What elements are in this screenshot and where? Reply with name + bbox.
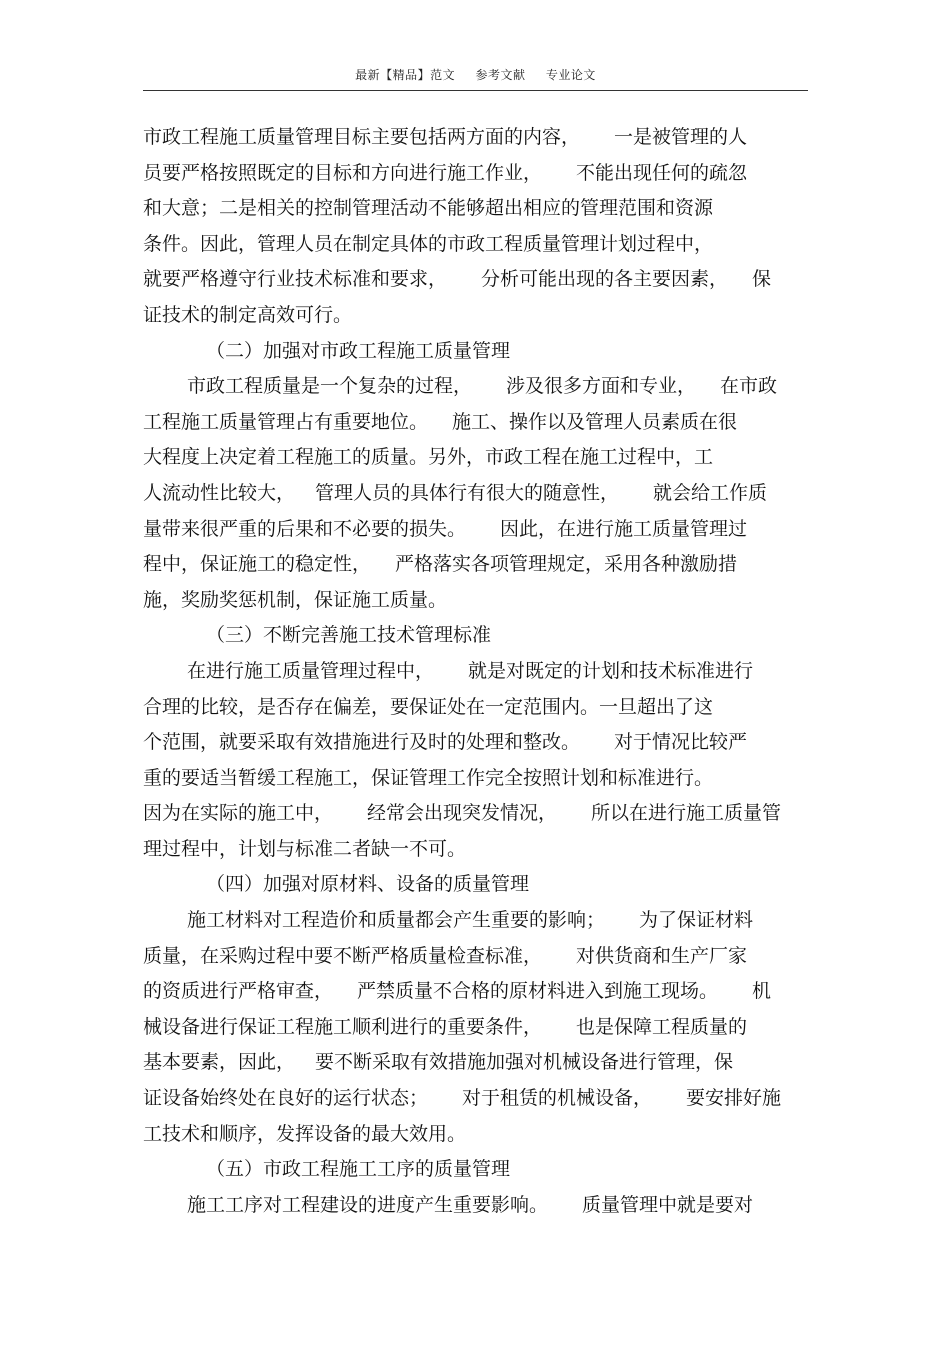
text-line: 施工材料对工程造价和质量都会产生重要的影响； 为了保证材料 — [187, 909, 754, 932]
text-line: 人流动性比较大， 管理人员的具体行有很大的随意性， 就会给工作质 — [143, 481, 768, 504]
text-line: 大程度上决定着工程施工的质量。另外，市政工程在施工过程中，工 — [143, 446, 714, 469]
header-item-fanwen: 最新【精品】范文 — [355, 68, 456, 82]
text-line: 证设备始终处在良好的运行状态； 对于租赁的机械设备， 要安排好施 — [143, 1087, 782, 1110]
text-line: 合理的比较，是否存在偏差，要保证处在一定范围内。一旦超出了这 — [143, 695, 714, 718]
text-line: 施工工序对工程建设的进度产生重要影响。 质量管理中就是要对 — [187, 1193, 754, 1216]
text-line: 械设备进行保证工程施工顺利进行的重要条件， 也是保障工程质量的 — [143, 1015, 748, 1038]
text-line: 就要严格遵守行业技术标准和要求， 分析可能出现的各主要因素， 保 — [143, 268, 772, 291]
text-line: 证技术的制定高效可行。 — [143, 303, 353, 326]
text-line: 个范围，就要采取有效措施进行及时的处理和整改。 对于情况比较严 — [143, 731, 748, 754]
page-header — [143, 66, 808, 83]
text-line: 市政工程施工质量管理目标主要包括两方面的内容， 一是被管理的人 — [143, 126, 748, 148]
text-line: 因为在实际的施工中， 经常会出现突发情况， 所以在进行施工质量管 — [143, 802, 782, 825]
text-line: 和大意；二是相关的控制管理活动不能够超出相应的管理范围和资源 — [143, 197, 714, 220]
text-line: 理过程中，计划与标准二者缺一不可。 — [143, 837, 467, 860]
text-line: 基本要素，因此， 要不断采取有效措施加强对机械设备进行管理，保 — [143, 1051, 734, 1074]
text-line: 质量，在采购过程中要不断严格质量检查标准， 对供货商和生产厂家 — [143, 944, 748, 967]
text-line: 量带来很严重的后果和不必要的损失。 因此，在进行施工质量管理过 — [143, 517, 748, 540]
text-line: 的资质进行严格审查， 严禁质量不合格的原材料进入到施工现场。 机 — [143, 980, 772, 1003]
text-line: 工技术和顺序，发挥设备的最大效用。 — [143, 1122, 467, 1145]
text-line: 员要严格按照既定的目标和方向进行施工作业， 不能出现任何的疏忽 — [143, 161, 748, 184]
text-line: 施，奖励奖惩机制，保证施工质量。 — [143, 588, 448, 611]
section-heading: （五）市政工程施工工序的质量管理 — [206, 1158, 511, 1181]
text-line: 工程施工质量管理占有重要地位。 施工、操作以及管理人员素质在很 — [143, 410, 738, 433]
header-rule — [143, 90, 808, 91]
text-line: 市政工程质量是一个复杂的过程， 涉及很多方面和专业， 在市政 — [187, 375, 778, 398]
document-body — [143, 120, 808, 1223]
section-heading: （四）加强对原材料、设备的质量管理 — [206, 873, 530, 896]
header-item-cankao: 参考文献 — [475, 68, 526, 82]
text-line: 条件。因此，管理人员在制定具体的市政工程质量管理计划过程中， — [143, 232, 714, 255]
section-heading: （二）加强对市政工程施工质量管理 — [206, 339, 511, 362]
section-heading: （三）不断完善施工技术管理标准 — [206, 624, 492, 647]
text-line: 程中，保证施工的稳定性， 严格落实各项管理规定，采用各种激励措 — [143, 553, 738, 576]
header-item-lunwen: 专业论文 — [545, 68, 596, 82]
text-line: 重的要适当暂缓工程施工，保证管理工作完全按照计划和标准进行。 — [143, 766, 714, 789]
text-line: 在进行施工质量管理过程中， 就是对既定的计划和技术标准进行 — [187, 659, 754, 682]
